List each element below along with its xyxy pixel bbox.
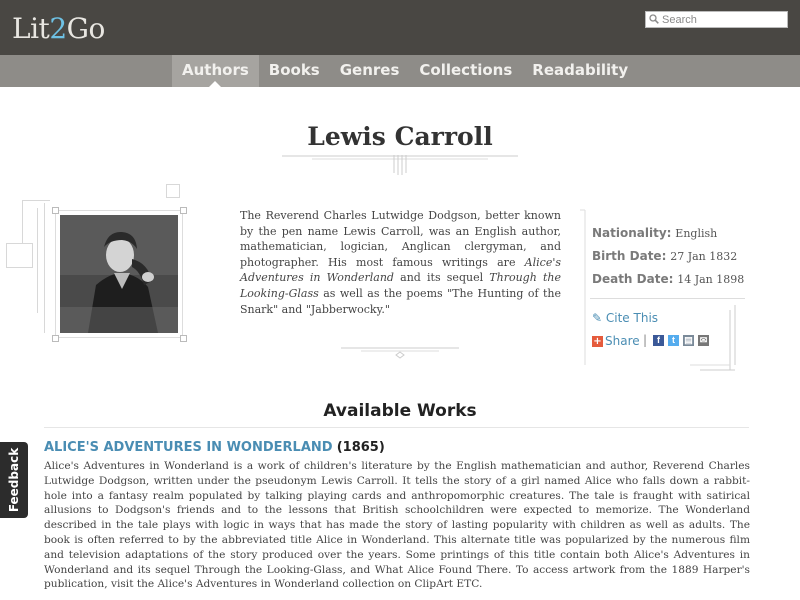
decor-frame	[22, 200, 50, 201]
decor-square	[166, 184, 180, 198]
search-icon	[649, 14, 659, 24]
pencil-icon: ✎	[592, 311, 603, 325]
main-nav-bar	[0, 55, 800, 87]
author-bio: The Reverend Charles Lutwidge Dodgson, better known by the pen name Lewis Carroll, was an English author, mathematician, logician, Anglican clergyman, and photographer. His most famous writings are Alice's Adventures in Wonderland and its sequel Through the Looking-Glass as well as the poems "The Hunting of the Snark" and "Jabberwocky."	[240, 209, 561, 316]
cite-this-link[interactable]: ✎ Cite This	[592, 311, 659, 325]
search-input[interactable]	[660, 12, 786, 27]
facts-divider	[590, 298, 745, 299]
nav-books[interactable]: Books	[268, 61, 320, 79]
decor-frame	[22, 200, 23, 244]
main-nav	[172, 55, 638, 87]
author-portrait	[60, 215, 178, 333]
fact-death-date: Death Date: 14 Jan 1898	[592, 272, 745, 286]
available-works-heading: Available Works	[323, 401, 477, 421]
work-year: (1865)	[336, 440, 385, 455]
fact-birth-date: Birth Date: 27 Jan 1832	[592, 249, 738, 263]
decor-frame	[44, 203, 45, 333]
frame-handle	[52, 207, 59, 214]
feedback-tab[interactable]: Feedback	[0, 442, 28, 518]
book-title-alice: Alice's Adventures in Wonderland	[240, 255, 561, 285]
email-icon[interactable]: ✉	[699, 335, 708, 345]
book-title-looking-glass: Through the Looking-Glass	[240, 271, 561, 300]
frame-handle	[180, 335, 187, 342]
title-ornament	[282, 155, 518, 177]
fact-nationality: Nationality: English	[592, 226, 718, 240]
bio-ornament	[341, 343, 459, 359]
share-button[interactable]: + Share	[593, 334, 640, 348]
facebook-icon[interactable]: f	[653, 335, 664, 346]
search-box[interactable]	[645, 11, 788, 28]
nav-genres[interactable]: Genres	[339, 61, 400, 79]
work-title-link[interactable]: ALICE'S ADVENTURES IN WONDERLAND	[44, 440, 333, 455]
twitter-icon[interactable]: t	[668, 335, 679, 346]
nav-readability[interactable]: Readability	[532, 61, 629, 79]
site-header	[0, 0, 800, 55]
share-separator: |	[643, 333, 648, 347]
site-logo[interactable]: Lit2Go	[12, 12, 105, 45]
nav-collections[interactable]: Collections	[419, 61, 513, 79]
frame-handle	[52, 335, 59, 342]
frame-handle	[180, 207, 187, 214]
share-plus-icon: +	[593, 335, 602, 347]
work-item	[44, 440, 385, 455]
nav-authors[interactable]: Authors	[172, 55, 259, 87]
decor-square	[6, 243, 33, 268]
works-divider	[44, 427, 749, 428]
work-description: Alice's Adventures in Wonderland is a work of children's literature by the English mathematician and author, Reverend Charles Lutwidge Dodgson, written under the pseudonym Lewis Carroll. It tells the story of a girl named Alice who falls down a rabbit-hole into a fantasy realm populated by talking playing cards and anthropomorphic creatures. The tale is fraught with satirical allusions to Dodgson's friends and to the lessons that British schoolchildren were expected to memorize. The Wonderland described in the tale plays with logic in ways that has made the story of lasting popularity with children as well as adults. The book is often referred to by the abbreviated title Alice in Wonderland. This alternate title was popularized by the numerous film and television adaptations of the story produced over the years. Some printings of this title contain both Alice's Adventures in Wonderland and its sequel Through the Looking-Glass, and What Alice Found There. To access artwork from the 1889 Harper's publication, visit the Alice's Adventures in Wonderland collection on ClipArt ETC.	[44, 460, 750, 591]
decor-frame	[37, 208, 38, 313]
print-icon[interactable]: ▤	[684, 335, 693, 345]
author-name-heading: Lewis Carroll	[307, 122, 493, 151]
